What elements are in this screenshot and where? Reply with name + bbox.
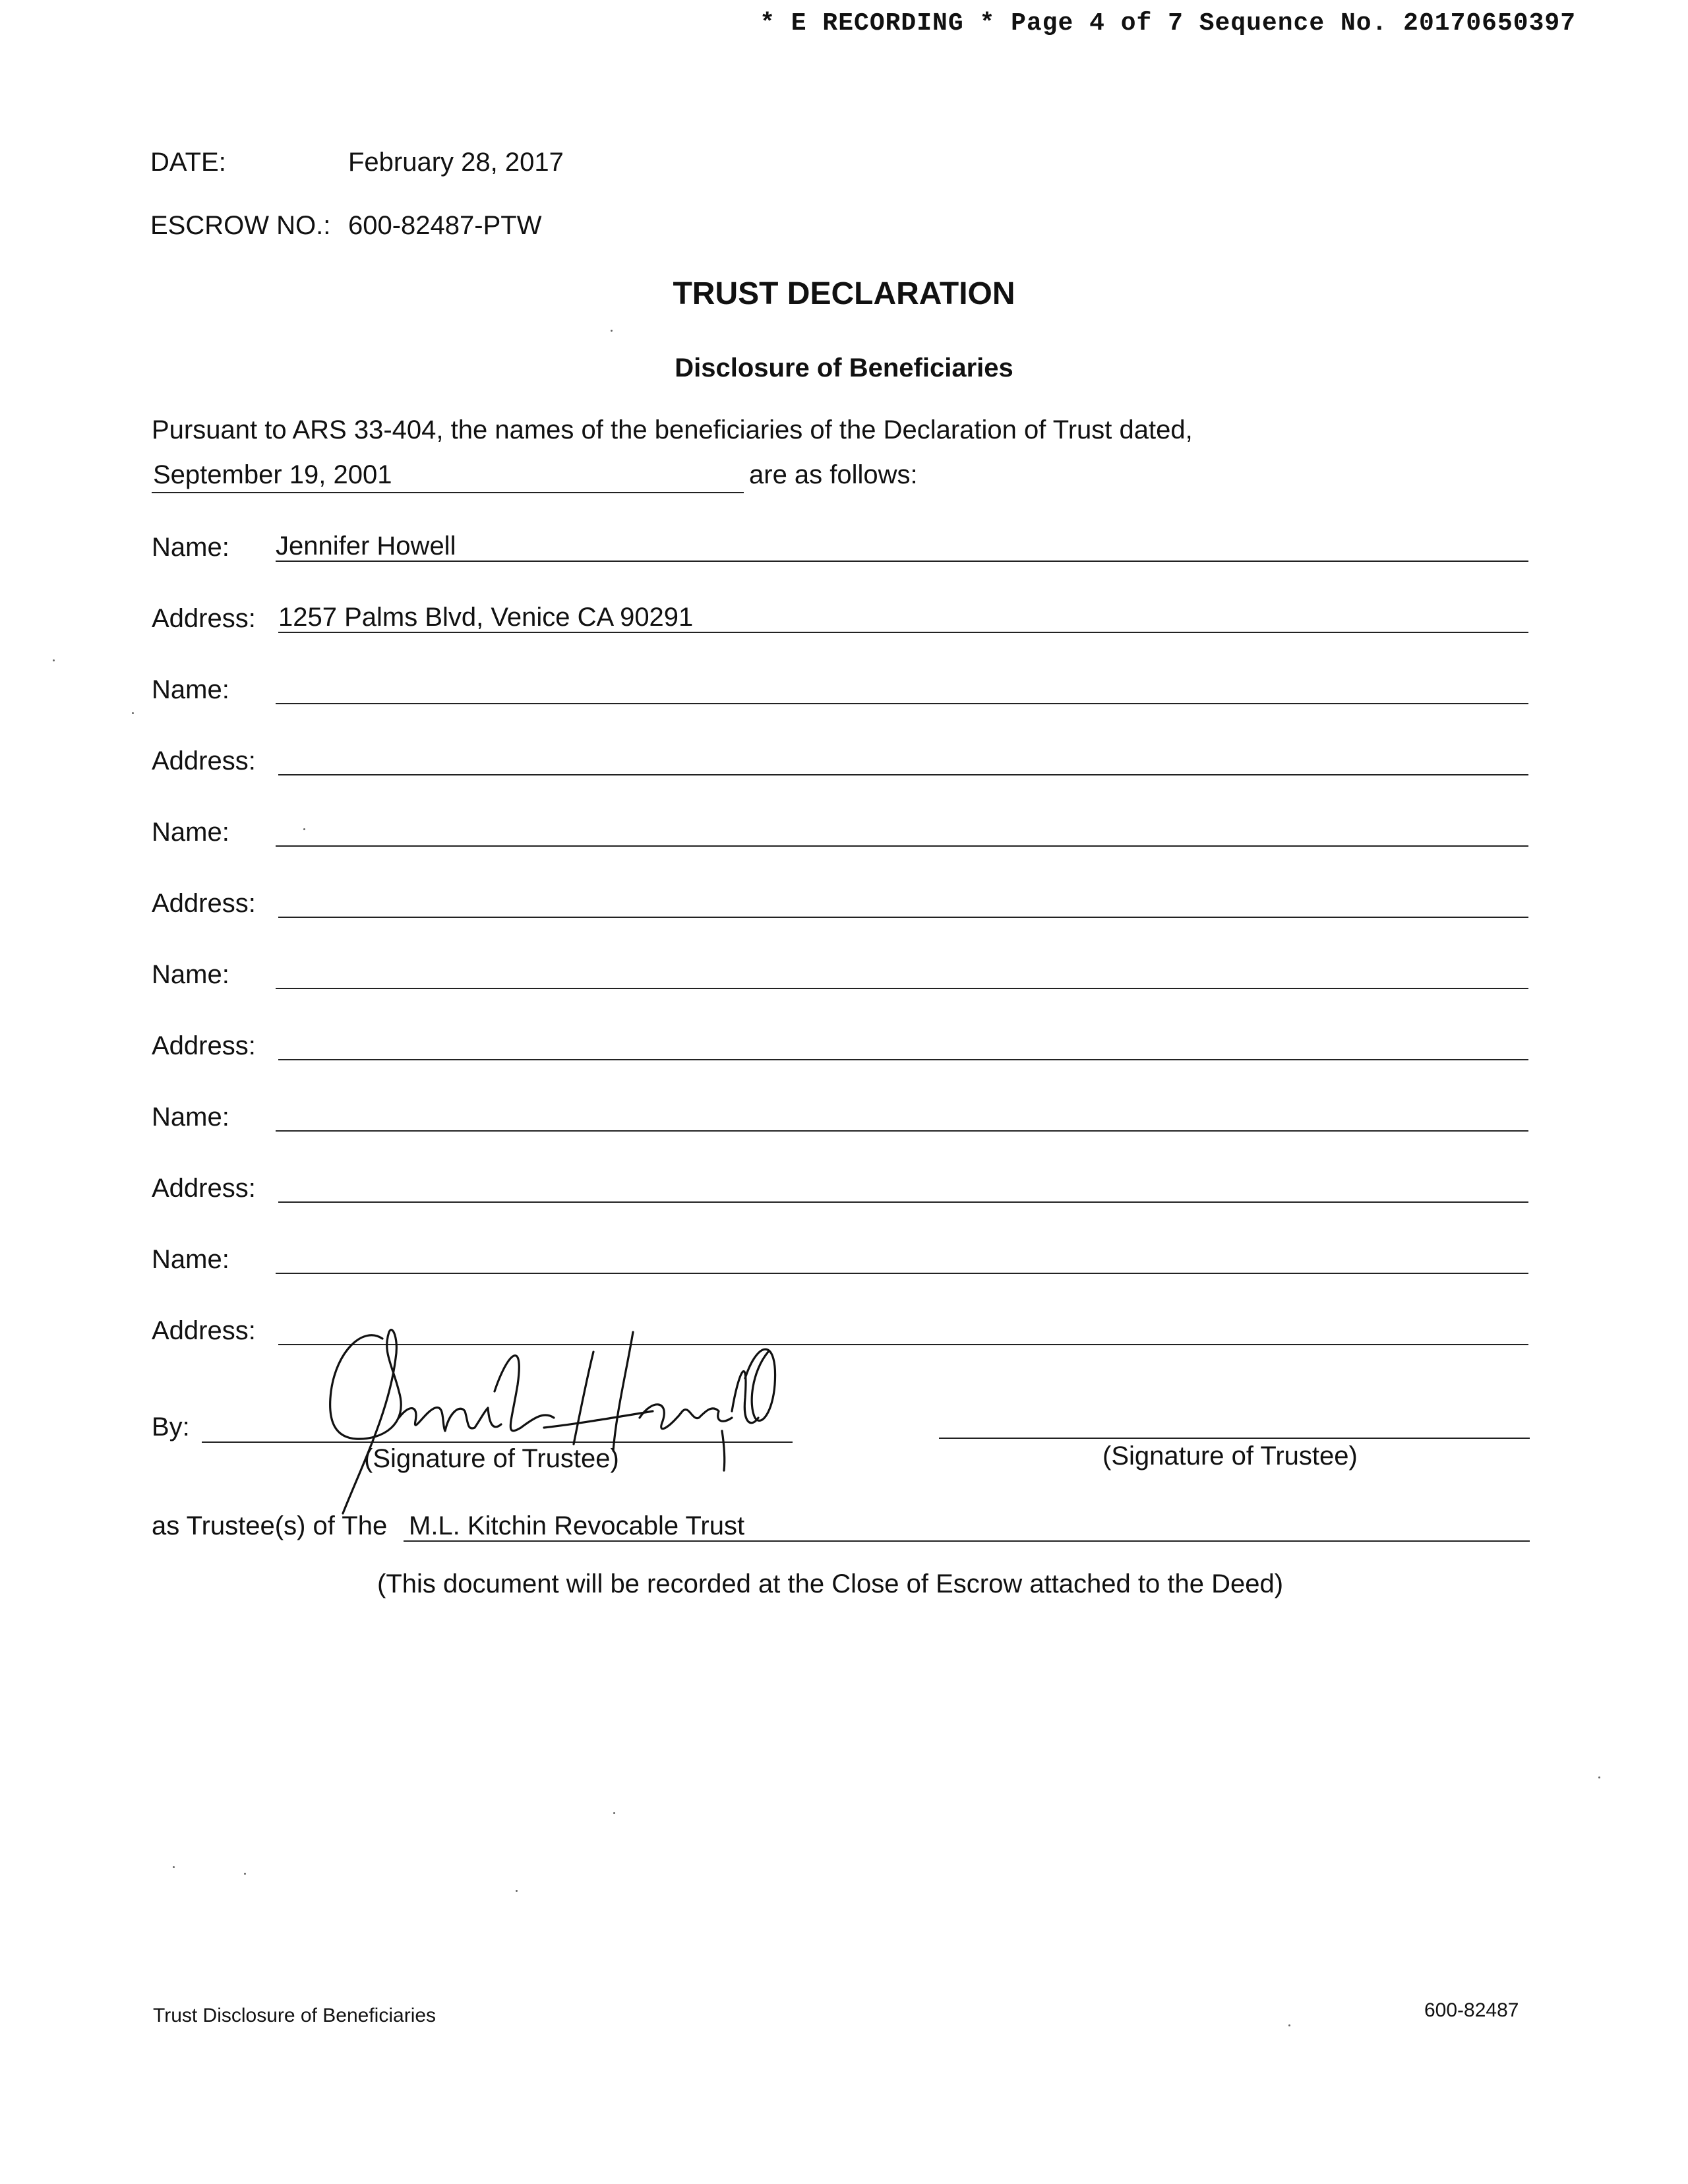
signature-line-2 [939,1438,1530,1439]
intro-text: Pursuant to ARS 33-404, the names of the beneficiaries of the Declaration of Trust dated, [152,415,1193,444]
name-label: Name: [152,818,229,847]
address-label: Address: [152,1031,256,1060]
recording-note: (This document will be recorded at the Close of Escrow attached to the Deed) [377,1569,1284,1598]
address-label: Address: [152,604,256,633]
address-label: Address: [152,889,256,918]
name-label: Name: [152,675,229,704]
scan-speck [516,1890,518,1892]
escrow-label: ESCROW NO.: [150,211,331,240]
document-title: TRUST DECLARATION [673,276,1015,311]
signature-caption-1: (Signature of Trustee) [364,1444,619,1473]
name-label: Name: [152,1245,229,1274]
trustee-label: as Trustee(s) of The [152,1511,388,1540]
date-value: February 28, 2017 [348,148,564,177]
scan-speck [611,330,613,332]
footer-right: 600-82487 [1424,1999,1519,2021]
escrow-value: 600-82487-PTW [348,211,542,240]
scan-speck [244,1873,246,1875]
name-label: Name: [152,960,229,989]
scan-speck [1598,1776,1600,1778]
scan-speck [173,1866,175,1868]
address-label: Address: [152,1316,256,1345]
scan-speck [303,828,305,830]
address-line [278,1201,1528,1203]
name-line [276,988,1528,989]
name-label: Name: [152,1103,229,1132]
beneficiary-address: 1257 Palms Blvd, Venice CA 90291 [278,603,694,632]
trust-name: M.L. Kitchin Revocable Trust [409,1511,745,1540]
address-line [278,774,1528,775]
handwritten-signature [284,1312,785,1517]
document-subtitle: Disclosure of Beneficiaries [675,353,1013,382]
name-label: Name: [152,533,229,562]
trust-date-value: September 19, 2001 [153,460,392,489]
address-line [278,917,1528,918]
scan-speck [53,659,55,661]
date-label: DATE: [150,148,226,177]
beneficiary-name: Jennifer Howell [276,531,456,561]
name-line [276,1273,1528,1274]
recording-header: * E RECORDING * Page 4 of 7 Sequence No. 20170650397 [760,9,1576,38]
address-line [278,632,1528,633]
name-line [276,1130,1528,1132]
name-line [276,561,1528,562]
scan-speck [1288,2024,1290,2026]
address-label: Address: [152,1174,256,1203]
scan-speck [613,1812,615,1814]
signature-caption-2: (Signature of Trustee) [1102,1441,1358,1471]
scan-speck [132,712,134,714]
footer-left: Trust Disclosure of Beneficiaries [153,2005,437,2026]
by-label: By: [152,1412,190,1441]
trust-name-line [404,1540,1530,1542]
trust-date-underline [152,492,744,493]
address-line [278,1059,1528,1060]
address-label: Address: [152,746,256,775]
name-line [276,845,1528,847]
name-line [276,703,1528,704]
intro-suffix: are as follows: [749,460,918,489]
